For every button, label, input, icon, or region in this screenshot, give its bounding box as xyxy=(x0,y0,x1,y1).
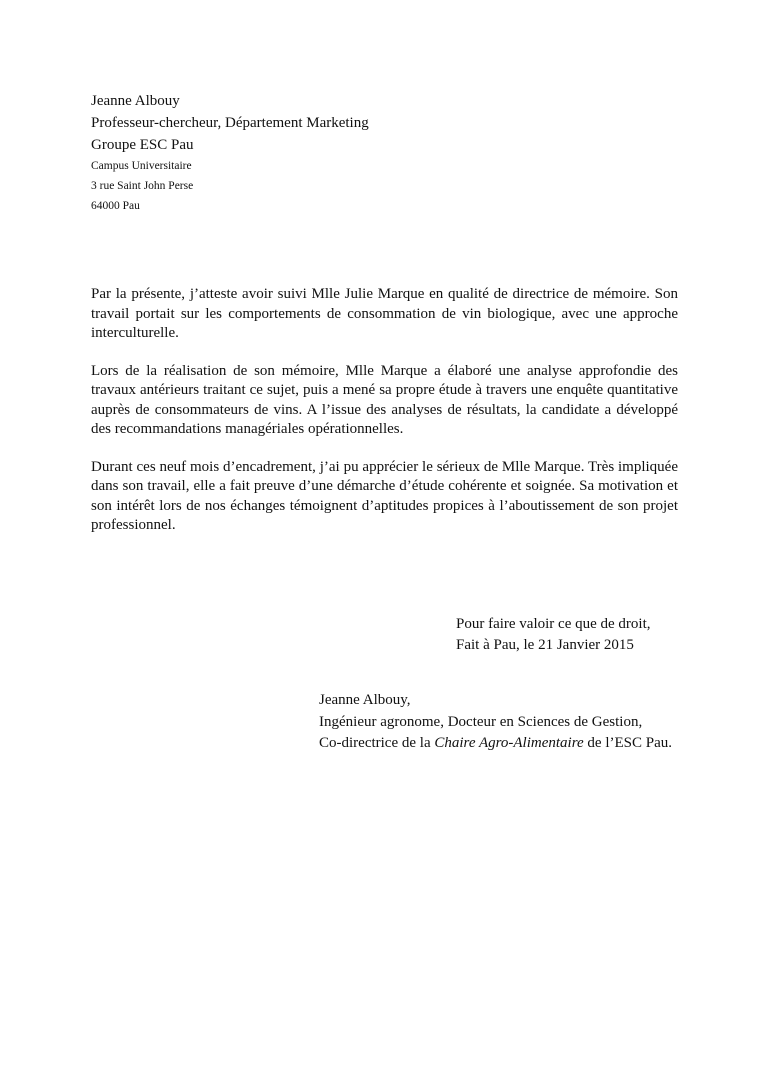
signature-role-emphasis: Chaire Agro-Alimentaire xyxy=(434,735,584,751)
letter-body xyxy=(91,285,678,554)
sender-organization: Groupe ESC Pau xyxy=(91,137,194,153)
closing-block xyxy=(456,614,756,656)
signature-block xyxy=(319,690,759,755)
sender-name: Jeanne Albouy xyxy=(91,93,180,109)
sender-address-line2: 3 rue Saint John Perse xyxy=(91,180,194,192)
sender-address-line1: Campus Universitaire xyxy=(91,160,192,172)
closing-formula: Pour faire valoir ce que de droit, xyxy=(456,616,651,632)
body-paragraph-1: Par la présente, j’atteste avoir suivi Mlle Julie Marque en qualité de directrice de mémoire. Son travail portait sur les comportements de consommation de vin biologique, avec une approche interculturelle. xyxy=(91,286,678,341)
sender-address-line3: 64000 Pau xyxy=(91,200,140,212)
body-paragraph-2: Lors de la réalisation de son mémoire, Mlle Marque a élaboré une analyse approfondie des travaux antérieurs traitant ce sujet, puis a mené sa propre étude à travers une enquête quantitative auprès de consommateurs de vins. A l’issue des analyses de résultats, la candidate a développé des recommandations managériales opérationnelles. xyxy=(91,362,678,437)
signature-role-suffix: de l’ESC Pau. xyxy=(583,735,672,751)
sender-block xyxy=(91,90,491,216)
place-and-date: Fait à Pau, le 21 Janvier 2015 xyxy=(456,637,634,653)
signature-credentials: Ingénieur agronome, Docteur en Sciences de Gestion, xyxy=(319,713,643,730)
signature-role-prefix: Co-directrice de la xyxy=(319,735,435,751)
signature-name: Jeanne Albouy, xyxy=(319,692,411,708)
sender-title: Professeur-chercheur, Département Marketing xyxy=(91,115,369,131)
signature-role xyxy=(319,733,759,755)
body-paragraph-3: Durant ces neuf mois d’encadrement, j’ai pu apprécier le sérieux de Mlle Marque. Très impliquée dans son travail, elle a fait preuve d’une démarche d’étude cohérente et soignée. Sa motivation et son intérêt lors de nos échanges témoignent d’aptitudes propices à l’aboutissement de son projet professionnel. xyxy=(91,458,678,533)
